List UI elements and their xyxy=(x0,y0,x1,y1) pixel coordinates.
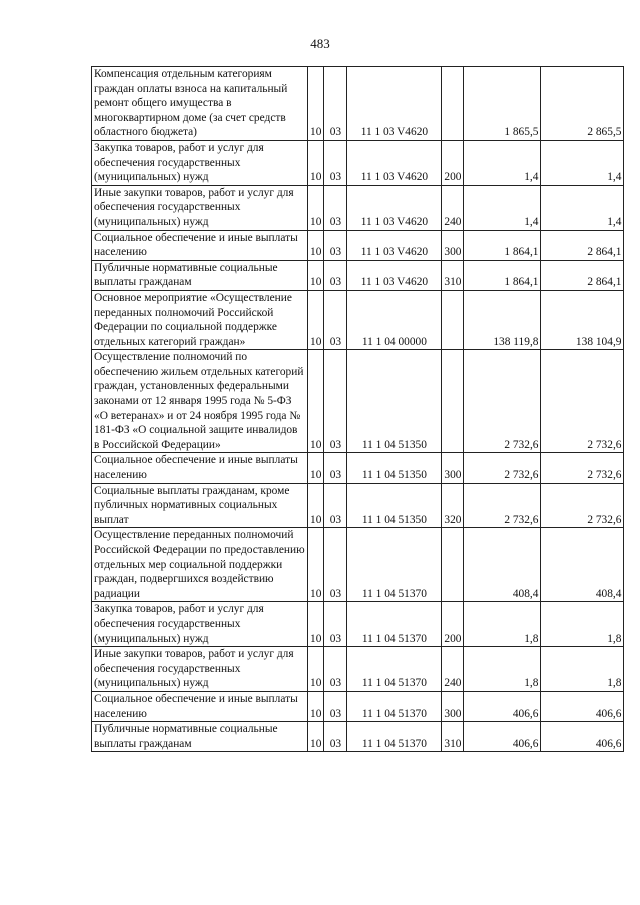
subsection-code: 03 xyxy=(324,260,347,290)
amount-year-2: 408,4 xyxy=(541,528,624,602)
subsection-code: 03 xyxy=(324,453,347,483)
section-code: 10 xyxy=(308,185,324,230)
amount-year-2: 1,4 xyxy=(541,185,624,230)
row-name: Иные закупки товаров, работ и услуг для обеспечения государственных (муниципальных) нужд xyxy=(92,647,308,692)
section-code: 10 xyxy=(308,722,324,752)
target-article-code: 11 1 04 51350 xyxy=(347,483,442,528)
subsection-code: 03 xyxy=(324,528,347,602)
expense-type-code: 200 xyxy=(442,140,464,185)
table-row xyxy=(92,260,624,290)
amount-year-1: 1 864,1 xyxy=(464,260,541,290)
section-code: 10 xyxy=(308,647,324,692)
target-article-code: 11 1 03 V4620 xyxy=(347,185,442,230)
section-code: 10 xyxy=(308,602,324,647)
target-article-code: 11 1 04 51370 xyxy=(347,647,442,692)
target-article-code: 11 1 04 51370 xyxy=(347,722,442,752)
amount-year-2: 2 732,6 xyxy=(541,453,624,483)
amount-year-2: 1,8 xyxy=(541,602,624,647)
section-code: 10 xyxy=(308,453,324,483)
subsection-code: 03 xyxy=(324,290,347,349)
target-article-code: 11 1 03 V4620 xyxy=(347,67,442,141)
amount-year-1: 1,4 xyxy=(464,140,541,185)
expense-type-code: 300 xyxy=(442,453,464,483)
row-name: Социальные выплаты гражданам, кроме публичных нормативных социальных выплат xyxy=(92,483,308,528)
subsection-code: 03 xyxy=(324,722,347,752)
section-code: 10 xyxy=(308,290,324,349)
amount-year-2: 2 865,5 xyxy=(541,67,624,141)
section-code: 10 xyxy=(308,528,324,602)
target-article-code: 11 1 03 V4620 xyxy=(347,230,442,260)
expense-type-code: 200 xyxy=(442,602,464,647)
subsection-code: 03 xyxy=(324,140,347,185)
row-name: Социальное обеспечение и иные выплаты населению xyxy=(92,691,308,721)
subsection-code: 03 xyxy=(324,602,347,647)
table-row xyxy=(92,140,624,185)
amount-year-1: 406,6 xyxy=(464,722,541,752)
expense-type-code: 300 xyxy=(442,230,464,260)
row-name: Основное мероприятие «Осуществление переданных полномочий Российской Федерации по социальной поддержке отдельных категорий граждан» xyxy=(92,290,308,349)
amount-year-1: 1,8 xyxy=(464,647,541,692)
page-number: 483 xyxy=(310,36,330,51)
amount-year-1: 1 865,5 xyxy=(464,67,541,141)
expense-type-code: 240 xyxy=(442,647,464,692)
amount-year-1: 2 732,6 xyxy=(464,483,541,528)
section-code: 10 xyxy=(308,67,324,141)
section-code: 10 xyxy=(308,350,324,453)
amount-year-2: 406,6 xyxy=(541,691,624,721)
amount-year-1: 1 864,1 xyxy=(464,230,541,260)
target-article-code: 11 1 03 V4620 xyxy=(347,140,442,185)
subsection-code: 03 xyxy=(324,185,347,230)
row-name: Осуществление переданных полномочий Российской Федерации по предоставлению отдельных мер социальной поддержки граждан, подвергшихся воздействию радиации xyxy=(92,528,308,602)
table-row xyxy=(92,483,624,528)
table-row xyxy=(92,602,624,647)
row-name: Публичные нормативные социальные выплаты гражданам xyxy=(92,260,308,290)
table-row xyxy=(92,691,624,721)
subsection-code: 03 xyxy=(324,647,347,692)
target-article-code: 11 1 04 51350 xyxy=(347,350,442,453)
amount-year-2: 1,4 xyxy=(541,140,624,185)
amount-year-1: 408,4 xyxy=(464,528,541,602)
amount-year-1: 138 119,8 xyxy=(464,290,541,349)
amount-year-1: 1,8 xyxy=(464,602,541,647)
budget-table-body xyxy=(92,67,624,752)
expense-type-code xyxy=(442,528,464,602)
section-code: 10 xyxy=(308,260,324,290)
budget-table xyxy=(91,66,624,752)
amount-year-2: 2 732,6 xyxy=(541,350,624,453)
table-row xyxy=(92,722,624,752)
target-article-code: 11 1 04 51370 xyxy=(347,602,442,647)
section-code: 10 xyxy=(308,230,324,260)
expense-type-code: 310 xyxy=(442,260,464,290)
row-name: Иные закупки товаров, работ и услуг для обеспечения государственных (муниципальных) нужд xyxy=(92,185,308,230)
expense-type-code: 300 xyxy=(442,691,464,721)
row-name: Социальное обеспечение и иные выплаты населению xyxy=(92,230,308,260)
subsection-code: 03 xyxy=(324,67,347,141)
table-row xyxy=(92,185,624,230)
expense-type-code xyxy=(442,67,464,141)
amount-year-1: 406,6 xyxy=(464,691,541,721)
table-row xyxy=(92,230,624,260)
table-row xyxy=(92,528,624,602)
section-code: 10 xyxy=(308,691,324,721)
table-row xyxy=(92,647,624,692)
expense-type-code: 310 xyxy=(442,722,464,752)
subsection-code: 03 xyxy=(324,350,347,453)
subsection-code: 03 xyxy=(324,230,347,260)
row-name: Закупка товаров, работ и услуг для обеспечения государственных (муниципальных) нужд xyxy=(92,602,308,647)
row-name: Социальное обеспечение и иные выплаты населению xyxy=(92,453,308,483)
target-article-code: 11 1 04 51370 xyxy=(347,691,442,721)
amount-year-1: 2 732,6 xyxy=(464,453,541,483)
expense-type-code: 240 xyxy=(442,185,464,230)
target-article-code: 11 1 03 V4620 xyxy=(347,260,442,290)
table-row xyxy=(92,290,624,349)
table-row xyxy=(92,67,624,141)
row-name: Публичные нормативные социальные выплаты гражданам xyxy=(92,722,308,752)
amount-year-2: 2 864,1 xyxy=(541,260,624,290)
subsection-code: 03 xyxy=(324,691,347,721)
amount-year-2: 406,6 xyxy=(541,722,624,752)
amount-year-1: 1,4 xyxy=(464,185,541,230)
section-code: 10 xyxy=(308,483,324,528)
subsection-code: 03 xyxy=(324,483,347,528)
amount-year-2: 2 864,1 xyxy=(541,230,624,260)
expense-type-code xyxy=(442,290,464,349)
expense-type-code: 320 xyxy=(442,483,464,528)
table-row xyxy=(92,453,624,483)
amount-year-2: 1,8 xyxy=(541,647,624,692)
row-name: Компенсация отдельным категориям граждан оплаты взноса на капитальный ремонт общего имущества в многоквартирном доме (за счет средств областного бюджета) xyxy=(92,67,308,141)
table-row xyxy=(92,350,624,453)
row-name: Закупка товаров, работ и услуг для обеспечения государственных (муниципальных) нужд xyxy=(92,140,308,185)
target-article-code: 11 1 04 00000 xyxy=(347,290,442,349)
amount-year-1: 2 732,6 xyxy=(464,350,541,453)
target-article-code: 11 1 04 51370 xyxy=(347,528,442,602)
expense-type-code xyxy=(442,350,464,453)
amount-year-2: 2 732,6 xyxy=(541,483,624,528)
section-code: 10 xyxy=(308,140,324,185)
amount-year-2: 138 104,9 xyxy=(541,290,624,349)
row-name: Осуществление полномочий по обеспечению жильем отдельных категорий граждан, установленных федеральными законами от 12 января 1995 года № 5-ФЗ «О ветеранах» и от 24 ноября 1995 года № 181-ФЗ «О социальной защите инвалидов в Российской Федерации» xyxy=(92,350,308,453)
target-article-code: 11 1 04 51350 xyxy=(347,453,442,483)
